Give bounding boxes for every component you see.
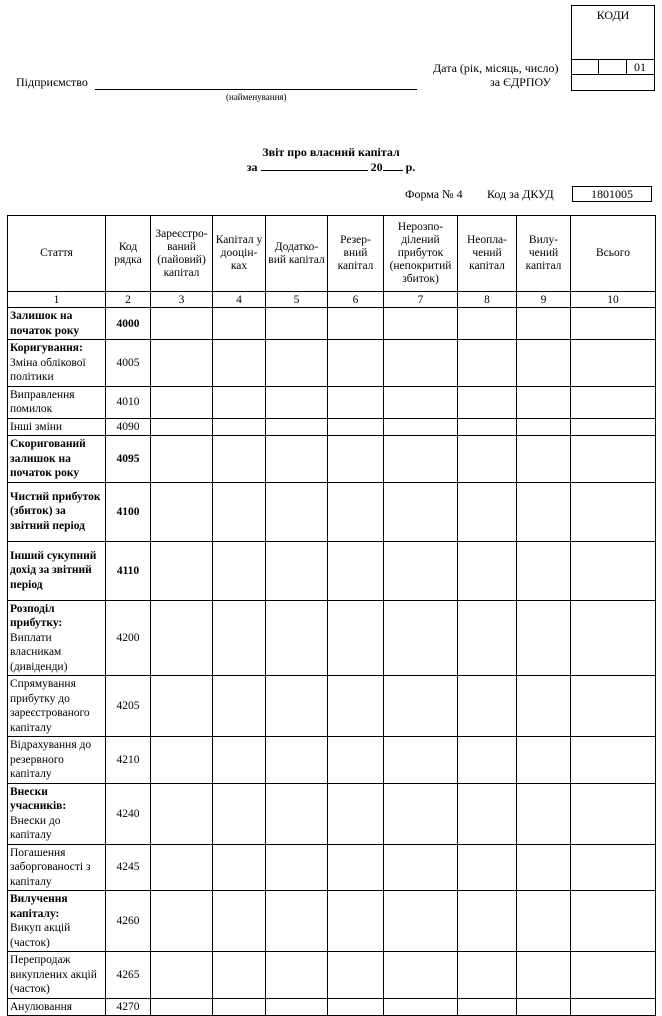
value-cell-col-8[interactable] [458,891,517,952]
value-cell-col-5[interactable] [266,891,328,952]
value-cell-col-3[interactable] [151,844,213,891]
header-row [8,216,656,292]
col-header: Капітал у дооцін-ках [213,216,266,292]
value-cell-col-6[interactable] [328,308,384,340]
value-cell-col-9[interactable] [517,891,571,952]
row-article-text: Відрахування до резервного капіталу [10,739,92,780]
value-cell-col-4[interactable] [213,482,266,541]
value-cell-col-5[interactable] [266,783,328,844]
value-cell-col-9[interactable] [517,541,571,600]
col-number: 4 [213,292,266,308]
table-row [8,676,656,737]
row-article [8,952,106,999]
table-row [8,891,656,952]
value-cell-col-4[interactable] [213,436,266,483]
value-cell-col-3[interactable] [151,952,213,999]
value-cell-col-8[interactable] [458,676,517,737]
row-code: 4210 [106,737,151,784]
value-cell-col-5[interactable] [266,952,328,999]
enterprise-label: Підприємство [16,75,88,89]
value-cell-col-4[interactable] [213,844,266,891]
value-cell-col-8[interactable] [458,998,517,1016]
table-row [8,386,656,418]
value-cell-col-6[interactable] [328,737,384,784]
row-article [8,436,106,483]
value-cell-col-8[interactable] [458,340,517,387]
row-article [8,844,106,891]
dkud-code: 1801005 [572,186,652,202]
row-article-text: Зміна облікової політики [10,356,86,383]
row-article-heading: Залишок на початок року [10,310,80,337]
table-row [8,418,656,436]
value-cell-col-7[interactable] [384,676,458,737]
row-article [8,676,106,737]
report-period [0,159,662,175]
value-cell-col-8[interactable] [458,952,517,999]
col-header: Стаття [8,216,106,292]
row-code: 4000 [106,308,151,340]
row-code: 4095 [106,436,151,483]
period-za: за [246,160,258,174]
value-cell-col-7[interactable] [384,308,458,340]
row-article [8,308,106,340]
value-cell-col-4[interactable] [213,998,266,1016]
value-cell-col-10[interactable] [571,998,656,1016]
value-cell-col-5[interactable] [266,482,328,541]
value-cell-col-8[interactable] [458,844,517,891]
row-article [8,340,106,387]
enterprise-name-line[interactable] [95,89,417,90]
value-cell-col-3[interactable] [151,600,213,676]
row-article-heading: Внески учасників: [10,785,67,812]
value-cell-col-4[interactable] [213,418,266,436]
row-article [8,482,106,541]
value-cell-col-10[interactable] [571,600,656,676]
enterprise-hint: (найменування) [226,92,287,102]
value-cell-col-8[interactable] [458,783,517,844]
value-cell-col-9[interactable] [517,844,571,891]
row-article [8,418,106,436]
col-number: 7 [384,292,458,308]
value-cell-col-10[interactable] [571,783,656,844]
value-cell-col-10[interactable] [571,844,656,891]
row-article-text: Погашення заборгованості з капіталу [10,846,91,888]
value-cell-col-6[interactable] [328,436,384,483]
row-code: 4100 [106,482,151,541]
value-cell-col-5[interactable] [266,308,328,340]
value-cell-col-8[interactable] [458,600,517,676]
value-cell-col-7[interactable] [384,844,458,891]
value-cell-col-8[interactable] [458,482,517,541]
dkud-label: Код за ДКУД [487,187,554,201]
value-cell-col-7[interactable] [384,998,458,1016]
value-cell-col-9[interactable] [517,308,571,340]
value-cell-col-4[interactable] [213,600,266,676]
value-cell-col-5[interactable] [266,737,328,784]
value-cell-col-10[interactable] [571,676,656,737]
col-header: Код рядка [106,216,151,292]
row-code: 4205 [106,676,151,737]
value-cell-col-8[interactable] [458,418,517,436]
value-cell-col-10[interactable] [571,541,656,600]
value-cell-col-6[interactable] [328,998,384,1016]
value-cell-col-7[interactable] [384,482,458,541]
date-code-value: 01 [634,60,646,74]
row-code: 4260 [106,891,151,952]
value-cell-col-7[interactable] [384,340,458,387]
value-cell-col-9[interactable] [517,482,571,541]
value-cell-col-9[interactable] [517,783,571,844]
value-cell-col-4[interactable] [213,676,266,737]
col-header: Нерозпо-ділений прибуток (непокритий збиток) [384,216,458,292]
codes-title: КОДИ [596,8,630,22]
value-cell-col-10[interactable] [571,418,656,436]
value-cell-col-4[interactable] [213,541,266,600]
value-cell-col-8[interactable] [458,737,517,784]
value-cell-col-9[interactable] [517,340,571,387]
value-cell-col-7[interactable] [384,600,458,676]
row-article-heading: Чистий прибуток (збиток) за звітний період [10,490,101,532]
value-cell-col-10[interactable] [571,891,656,952]
col-number: 5 [266,292,328,308]
row-code: 4110 [106,541,151,600]
row-code: 4005 [106,340,151,387]
row-article-text: Інші зміни [10,420,63,433]
col-number: 6 [328,292,384,308]
value-cell-col-10[interactable] [571,952,656,999]
col-number: 8 [458,292,517,308]
value-cell-col-7[interactable] [384,783,458,844]
row-article-text: Викуп акцій (часток) [10,922,71,949]
value-cell-col-5[interactable] [266,541,328,600]
value-cell-col-5[interactable] [266,998,328,1016]
value-cell-col-7[interactable] [384,737,458,784]
value-cell-col-10[interactable] [571,386,656,418]
value-cell-col-6[interactable] [328,386,384,418]
year-blank[interactable] [383,159,403,171]
col-header: Вилу-чений капітал [517,216,571,292]
period-year-prefix: 20 [370,160,383,174]
col-header: Неопла-чений капітал [458,216,517,292]
value-cell-col-4[interactable] [213,386,266,418]
table-row [8,783,656,844]
row-code: 4265 [106,952,151,999]
value-cell-col-9[interactable] [517,600,571,676]
value-cell-col-3[interactable] [151,737,213,784]
value-cell-col-3[interactable] [151,676,213,737]
value-cell-col-3[interactable] [151,482,213,541]
value-cell-col-7[interactable] [384,418,458,436]
value-cell-col-5[interactable] [266,600,328,676]
row-article-heading: Коригування: [10,342,83,354]
value-cell-col-7[interactable] [384,541,458,600]
table-row [8,844,656,891]
value-cell-col-3[interactable] [151,891,213,952]
value-cell-col-6[interactable] [328,891,384,952]
table-row [8,482,656,541]
col-number: 2 [106,292,151,308]
value-cell-col-9[interactable] [517,737,571,784]
value-cell-col-9[interactable] [517,436,571,483]
table-row [8,308,656,340]
col-header: Додатко-вий капітал [266,216,328,292]
value-cell-col-3[interactable] [151,436,213,483]
row-article-text: Перепродаж викуплених акцій (часток) [10,954,97,995]
value-cell-col-5[interactable] [266,418,328,436]
row-article [8,600,106,676]
col-number: 9 [517,292,571,308]
value-cell-col-3[interactable] [151,418,213,436]
table-row [8,541,656,600]
value-cell-col-6[interactable] [328,482,384,541]
value-cell-col-5[interactable] [266,436,328,483]
row-code: 4270 [106,998,151,1016]
row-article [8,783,106,844]
table-row [8,952,656,999]
col-header: Резер-вний капітал [328,216,384,292]
row-code: 4010 [106,386,151,418]
table-row [8,998,656,1016]
edrpou-code-cell[interactable] [571,74,655,91]
period-year-suffix: р. [405,160,416,174]
row-article-text: Виплати власникам (дивіденди) [10,631,68,673]
value-cell-col-10[interactable] [571,436,656,483]
row-code: 4090 [106,418,151,436]
table-row [8,737,656,784]
row-article-heading: Скоригований залишок на початок року [10,438,86,479]
row-article [8,386,106,418]
value-cell-col-4[interactable] [213,783,266,844]
value-cell-col-4[interactable] [213,891,266,952]
value-cell-col-3[interactable] [151,541,213,600]
value-cell-col-6[interactable] [328,340,384,387]
table-row [8,340,656,387]
value-cell-col-9[interactable] [517,998,571,1016]
value-cell-col-7[interactable] [384,386,458,418]
value-cell-col-10[interactable] [571,340,656,387]
value-cell-col-3[interactable] [151,783,213,844]
row-article-text: Анулювання [10,1000,73,1013]
value-cell-col-9[interactable] [517,676,571,737]
value-cell-col-10[interactable] [571,482,656,541]
value-cell-col-8[interactable] [458,386,517,418]
value-cell-col-7[interactable] [384,952,458,999]
value-cell-col-10[interactable] [571,737,656,784]
value-cell-col-5[interactable] [266,676,328,737]
col-header: Всього [571,216,656,292]
value-cell-col-8[interactable] [458,308,517,340]
row-article [8,998,106,1016]
table-row [8,436,656,483]
value-cell-col-8[interactable] [458,436,517,483]
row-code: 4200 [106,600,151,676]
value-cell-col-4[interactable] [213,952,266,999]
value-cell-col-4[interactable] [213,308,266,340]
value-cell-col-7[interactable] [384,436,458,483]
value-cell-col-6[interactable] [328,418,384,436]
row-article-text: Внески до капіталу [10,814,61,841]
value-cell-col-9[interactable] [517,418,571,436]
col-number: 3 [151,292,213,308]
value-cell-col-6[interactable] [328,783,384,844]
row-article [8,737,106,784]
value-cell-col-6[interactable] [328,600,384,676]
value-cell-col-3[interactable] [151,340,213,387]
period-blank[interactable] [261,159,368,171]
value-cell-col-4[interactable] [213,340,266,387]
value-cell-col-8[interactable] [458,541,517,600]
value-cell-col-6[interactable] [328,541,384,600]
value-cell-col-3[interactable] [151,308,213,340]
value-cell-col-6[interactable] [328,676,384,737]
col-header: Зареєстро-ваний (пайовий) капітал [151,216,213,292]
value-cell-col-6[interactable] [328,952,384,999]
value-cell-col-4[interactable] [213,737,266,784]
row-article-heading: Розподіл прибутку: [10,602,63,629]
value-cell-col-10[interactable] [571,308,656,340]
value-cell-col-6[interactable] [328,844,384,891]
value-cell-col-9[interactable] [517,386,571,418]
value-cell-col-7[interactable] [384,891,458,952]
row-article-heading: Інший сукупний дохід за звітний період [10,549,97,591]
value-cell-col-5[interactable] [266,844,328,891]
value-cell-col-5[interactable] [266,340,328,387]
row-article-heading: Вилучення капіталу: [10,893,68,920]
form-number: Форма № 4 [405,187,463,201]
edrpou-label: за ЄДРПОУ [490,75,552,89]
equity-table [7,215,656,1016]
row-code: 4240 [106,783,151,844]
table-row [8,600,656,676]
value-cell-col-3[interactable] [151,386,213,418]
date-label: Дата (рік, місяць, число) [433,61,559,75]
row-code: 4245 [106,844,151,891]
column-numbers-row [8,292,656,308]
col-number: 10 [571,292,656,308]
col-number: 1 [8,292,106,308]
value-cell-col-3[interactable] [151,998,213,1016]
value-cell-col-5[interactable] [266,386,328,418]
row-article-text: Виправлення помилок [10,388,75,415]
row-article [8,541,106,600]
report-title: Звіт про власний капітал [262,145,400,159]
row-article [8,891,106,952]
value-cell-col-9[interactable] [517,952,571,999]
row-article-text: Спрямування прибутку до зареєстрованого капіталу [10,678,90,734]
